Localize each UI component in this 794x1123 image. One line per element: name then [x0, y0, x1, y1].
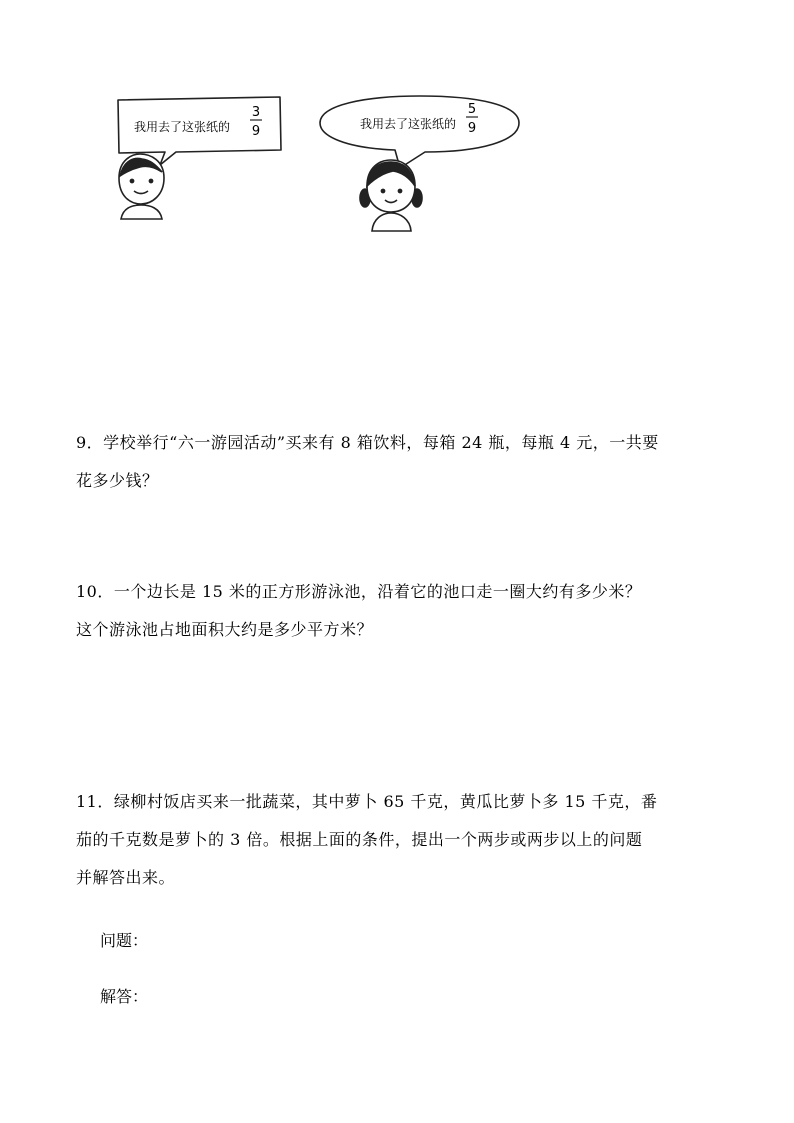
girl-figure — [360, 160, 422, 231]
question-10-line-1: 10．一个边长是 15 米的正方形游泳池，沿着它的池口走一圈大约有多少米？ — [76, 582, 642, 601]
boy-fraction-numerator: 3 — [251, 105, 261, 120]
boy-fraction-denominator: 9 — [251, 124, 261, 139]
girl-speech-text: 我用去了这张纸的 — [360, 117, 457, 131]
fraction-illustration — [0, 0, 794, 260]
question-9-line-1: 9．学校举行“六一游园活动”买来有 8 箱饮料，每箱 24 瓶，每瓶 4 元，一共要 — [76, 433, 659, 452]
boy-figure — [119, 154, 164, 219]
question-label: 问题： — [100, 931, 149, 950]
question-10 — [76, 573, 716, 649]
girl-fraction-denominator: 9 — [467, 121, 477, 136]
girl-fraction-numerator: 5 — [467, 102, 477, 117]
question-10-line-2: 这个游泳池占地面积大约是多少平方米？ — [76, 620, 374, 639]
girl-speech-bubble — [320, 96, 519, 168]
question-11-line-2: 茄的千克数是萝卜的 3 倍。根据上面的条件，提出一个两步或两步以上的问题 — [76, 830, 643, 849]
boy-speech-text: 我用去了这张纸的 — [134, 120, 231, 134]
question-9 — [76, 424, 716, 500]
answer-label: 解答： — [100, 987, 149, 1006]
question-11 — [76, 783, 716, 897]
question-11-line-3: 并解答出来。 — [76, 868, 176, 887]
question-9-line-2: 花多少钱？ — [76, 471, 159, 490]
question-11-line-1: 11．绿柳村饭店买来一批蔬菜，其中萝卜 65 千克，黄瓜比萝卜多 15 千克，番 — [76, 792, 658, 811]
